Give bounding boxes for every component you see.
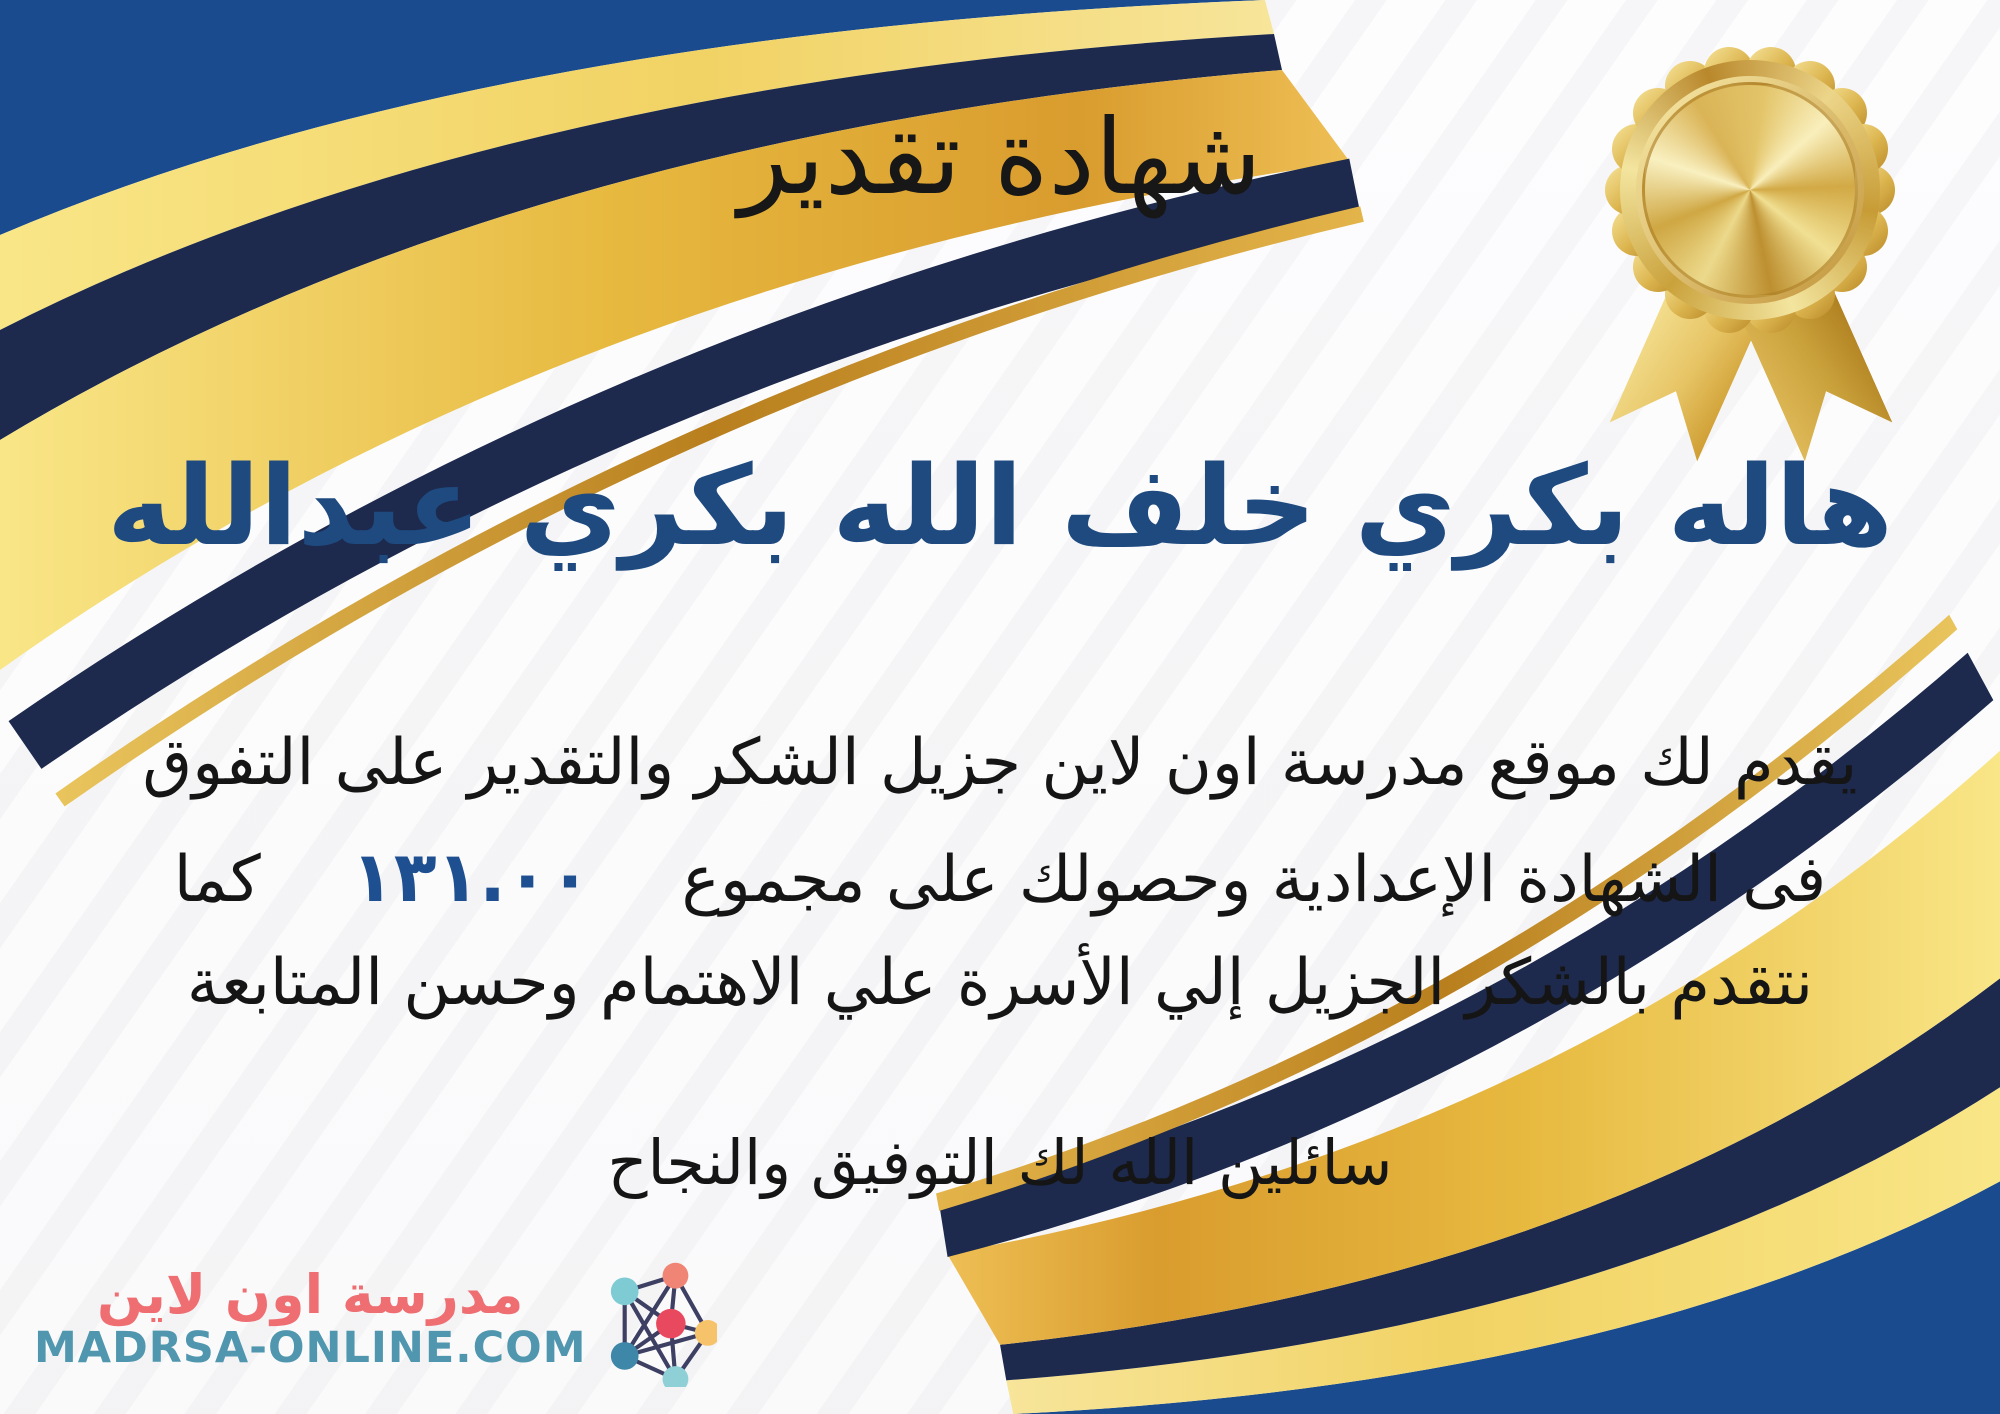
logo-arabic-name: مدرسة اون لاين xyxy=(97,1263,524,1327)
student-name: هاله بكري خلف الله بكري عبدالله xyxy=(106,442,1894,570)
site-logo xyxy=(34,1252,717,1387)
body-text-line2 xyxy=(0,836,2000,918)
certificate-title: شهادة تقدير xyxy=(738,96,1262,218)
body-text-line1: يقدم لك موقع مدرسة اون لاين جزيل الشكر والتقدير على التفوق xyxy=(142,726,1858,800)
body-line2-after-score: كما xyxy=(173,843,261,917)
score-value: ١٣١.٠٠ xyxy=(351,836,592,918)
network-graph-icon xyxy=(597,1252,717,1387)
closing-line: سائلين الله لك التوفيق والنجاح xyxy=(607,1126,1393,1199)
logo-website-url: MADRSA-ONLINE.COM xyxy=(34,1323,587,1374)
body-line2-before-score: فى الشهادة الإعدادية وحصولك على مجموع xyxy=(681,843,1827,917)
body-text-line3: نتقدم بالشكر الجزيل إلي الأسرة علي الاهتمام وحسن المتابعة xyxy=(186,946,1814,1020)
